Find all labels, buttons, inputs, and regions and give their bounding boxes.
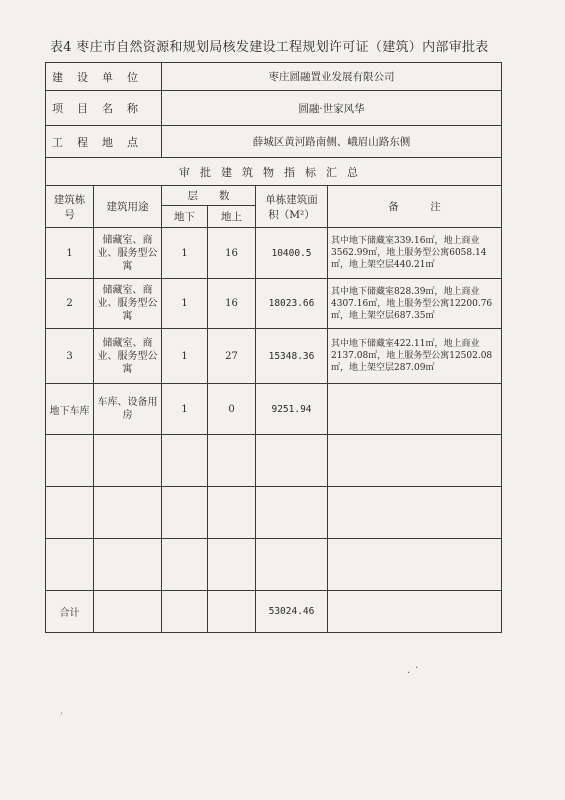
header-use: 建筑用途 (94, 186, 162, 228)
header-remarks: 备 注 (328, 186, 502, 228)
cell-use: 储藏室、商业、服务型公寓 (94, 279, 162, 329)
speck-mark: , (60, 705, 64, 716)
cell-use: 车库、设备用房 (94, 384, 162, 435)
info-value: 圆融·世家风华 (162, 91, 502, 126)
cell-area: 15348.36 (256, 329, 328, 384)
header-below: 地下 (162, 206, 208, 228)
cell-no: 3 (46, 329, 94, 384)
header-area-line2: 积（M²） (268, 208, 315, 221)
empty-row (46, 435, 502, 487)
info-label: 项目名称 (46, 91, 162, 126)
cell-above: 27 (208, 329, 256, 384)
total-label: 合计 (46, 591, 94, 633)
cell-above: 16 (208, 279, 256, 329)
cell-area: 9251.94 (256, 384, 328, 435)
cell-note: 其中地下储藏室422.11㎡，地上商业2137.08㎡，地上服务型公寓12502.08㎡，地上架空层287.09㎡ (328, 329, 502, 384)
cell-note: 其中地下储藏室828.39㎡，地上商业4307.16㎡，地上服务型公寓12200.76㎡，地上架空层687.35㎡ (328, 279, 502, 329)
total-row (46, 591, 502, 633)
cell-below: 1 (162, 384, 208, 435)
cell-above: 0 (208, 384, 256, 435)
cell-below: 1 (162, 279, 208, 329)
header-floors: 层 数 (162, 186, 256, 206)
page-title: 表4 枣庄市自然资源和规划局核发建设工程规划许可证（建筑）内部审批表 (50, 40, 489, 55)
cell-no: 2 (46, 279, 94, 329)
header-area (256, 186, 328, 228)
info-value: 枣庄圆融置业发展有限公司 (162, 63, 502, 91)
header-area-line1: 单栋建筑面 (265, 193, 318, 206)
info-label: 建设单位 (46, 63, 162, 91)
table-row (46, 279, 502, 329)
speck-mark: · (415, 663, 419, 674)
cell-above: 16 (208, 228, 256, 279)
cell-area: 10400.5 (256, 228, 328, 279)
cell-area: 18023.66 (256, 279, 328, 329)
info-row-location (46, 126, 502, 158)
empty-row (46, 487, 502, 539)
cell-below: 1 (162, 228, 208, 279)
table-row (46, 329, 502, 384)
table-row (46, 384, 502, 435)
empty-row (46, 539, 502, 591)
cell-below: 1 (162, 329, 208, 384)
cell-note (328, 384, 502, 435)
section-title: 审批建筑物指标汇总 (46, 158, 502, 186)
info-row-project (46, 91, 502, 126)
info-value: 薛城区黄河路南侧、峨眉山路东侧 (162, 126, 502, 158)
info-label: 工程地点 (46, 126, 162, 158)
info-row-builder (46, 63, 502, 91)
total-area: 53024.46 (256, 591, 328, 633)
cell-no: 1 (46, 228, 94, 279)
speck-mark: · (407, 668, 411, 679)
header-row-1 (46, 186, 502, 206)
cell-note: 其中地下储藏室339.16㎡，地上商业3562.99㎡，地上服务型公寓6058.14㎡，地上架空层440.21㎡ (328, 228, 502, 279)
cell-use: 储藏室、商业、服务型公寓 (94, 329, 162, 384)
header-building-no: 建筑栋号 (46, 186, 94, 228)
section-row (46, 158, 502, 186)
table-row (46, 228, 502, 279)
cell-use: 储藏室、商业、服务型公寓 (94, 228, 162, 279)
cell-no: 地下车库 (46, 384, 94, 435)
header-above: 地上 (208, 206, 256, 228)
approval-table (45, 62, 502, 633)
